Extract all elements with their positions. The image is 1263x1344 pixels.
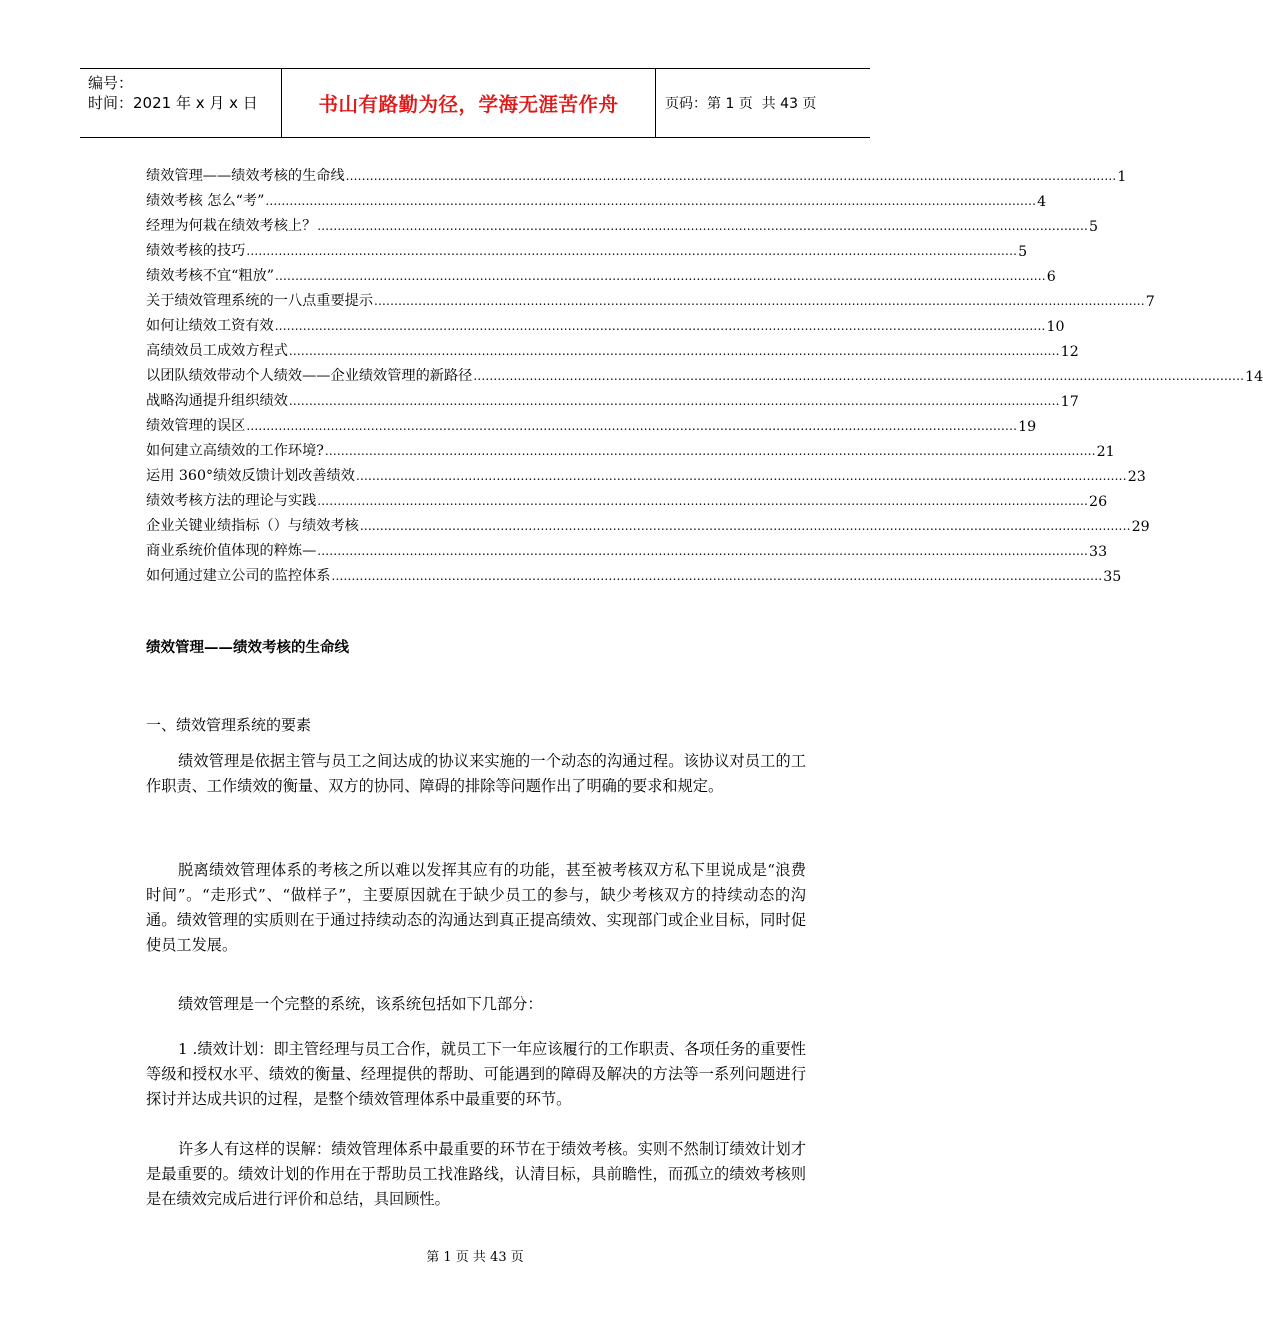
header-meta <box>80 69 282 137</box>
toc-item[interactable]: 如何通过建立公司的监控体系 ................................................................................................................................................................................................ 35 <box>146 568 1122 585</box>
header-page-info: 页码：第 1 页 共 43 页 <box>665 96 817 112</box>
table-of-contents <box>146 160 1263 585</box>
body-paragraph: 1 .绩效计划：即主管经理与员工合作，就员工下一年应该履行的工作职责、各项任务的重要性等级和授权水平、绩效的衡量、经理提供的帮助、可能遇到的障碍及解决的方法等一系列问题进行探讨并达成共识的过程，是整个绩效管理体系中最重要的环节。 <box>146 1040 806 1108</box>
toc-item[interactable]: 战略沟通提升组织绩效 ................................................................................................................................................................................................ 17 <box>146 393 1079 410</box>
toc-item[interactable]: 绩效管理的误区 ................................................................................................................................................................................................ 19 <box>146 418 1037 435</box>
body-paragraph: 绩效管理是一个完整的系统，该系统包括如下几部分： <box>178 995 543 1013</box>
toc-item[interactable]: 经理为何栽在绩效考核上？ ................................................................................................................................................................................................ 5 <box>146 218 1099 235</box>
document-header <box>80 68 870 138</box>
body-paragraph: 许多人有这样的误解：绩效管理体系中最重要的环节在于绩效考核。实则不然制订绩效计划才是最重要的。绩效计划的作用在于帮助员工找准路线，认清目标，具前瞻性，而孤立的绩效考核则是在绩效完成后进行评价和总结，具回顾性。 <box>146 1140 806 1208</box>
subsection-heading: 一、绩效管理系统的要素 <box>146 716 312 734</box>
header-motto: 书山有路勤为径，学海无涯苦作舟 <box>282 69 656 137</box>
body-paragraph: 脱离绩效管理体系的考核之所以难以发挥其应有的功能，甚至被考核双方私下里说成是“浪费时间”。“走形式”、“做样子”，主要原因就在于缺少员工的参与，缺少考核双方的持续动态的沟通。绩效管理的实质则在于通过持续动态的沟通达到真正提高绩效、实现部门或企业目标，同时促使员工发展。 <box>146 861 806 954</box>
toc-item[interactable]: 如何让绩效工资有效 ................................................................................................................................................................................................ 10 <box>146 318 1065 335</box>
toc-item[interactable]: 以团队绩效带动个人绩效——企业绩效管理的新路径 ................................................................................................................................................................................................ 14 <box>146 368 1263 385</box>
toc-item[interactable]: 运用 360°绩效反馈计划改善绩效 ................................................................................................................................................................................................ 23 <box>146 468 1146 485</box>
number-label: 编号： <box>88 74 134 92</box>
date-label: 时间：2021 年 x 月 x 日 <box>88 94 258 112</box>
toc-item[interactable]: 绩效考核 怎么“考” ................................................................................................................................................................................................ 4 <box>146 193 1047 210</box>
toc-item[interactable]: 绩效考核不宜“粗放” ................................................................................................................................................................................................ 6 <box>146 268 1056 285</box>
body-paragraph: 绩效管理是依据主管与员工之间达成的协议来实施的一个动态的沟通过程。该协议对员工的工作职责、工作绩效的衡量、双方的协同、障碍的排除等问题作出了明确的要求和规定。 <box>146 752 806 795</box>
toc-item[interactable]: 如何建立高绩效的工作环境? ................................................................................................................................................................................................ 21 <box>146 443 1115 460</box>
toc-item[interactable]: 绩效考核的技巧 ................................................................................................................................................................................................ 5 <box>146 243 1028 260</box>
toc-item[interactable]: 企业关键业绩指标（）与绩效考核 ................................................................................................................................................................................................ 29 <box>146 518 1150 535</box>
toc-item[interactable]: 高绩效员工成效方程式 ................................................................................................................................................................................................ 12 <box>146 343 1079 360</box>
toc-item[interactable]: 关于绩效管理系统的一八点重要提示 ................................................................................................................................................................................................ 7 <box>146 293 1155 310</box>
toc-item[interactable]: 绩效考核方法的理论与实践 ................................................................................................................................................................................................ 26 <box>146 493 1108 510</box>
section-title: 绩效管理——绩效考核的生命线 <box>146 639 349 656</box>
page-footer: 第 1 页 共 43 页 <box>426 1250 524 1265</box>
toc-item[interactable]: 商业系统价值体现的粹炼— ................................................................................................................................................................................................ 33 <box>146 543 1108 560</box>
toc-item[interactable]: 绩效管理——绩效考核的生命线 ................................................................................................................................................................................................ 1 <box>146 168 1127 185</box>
